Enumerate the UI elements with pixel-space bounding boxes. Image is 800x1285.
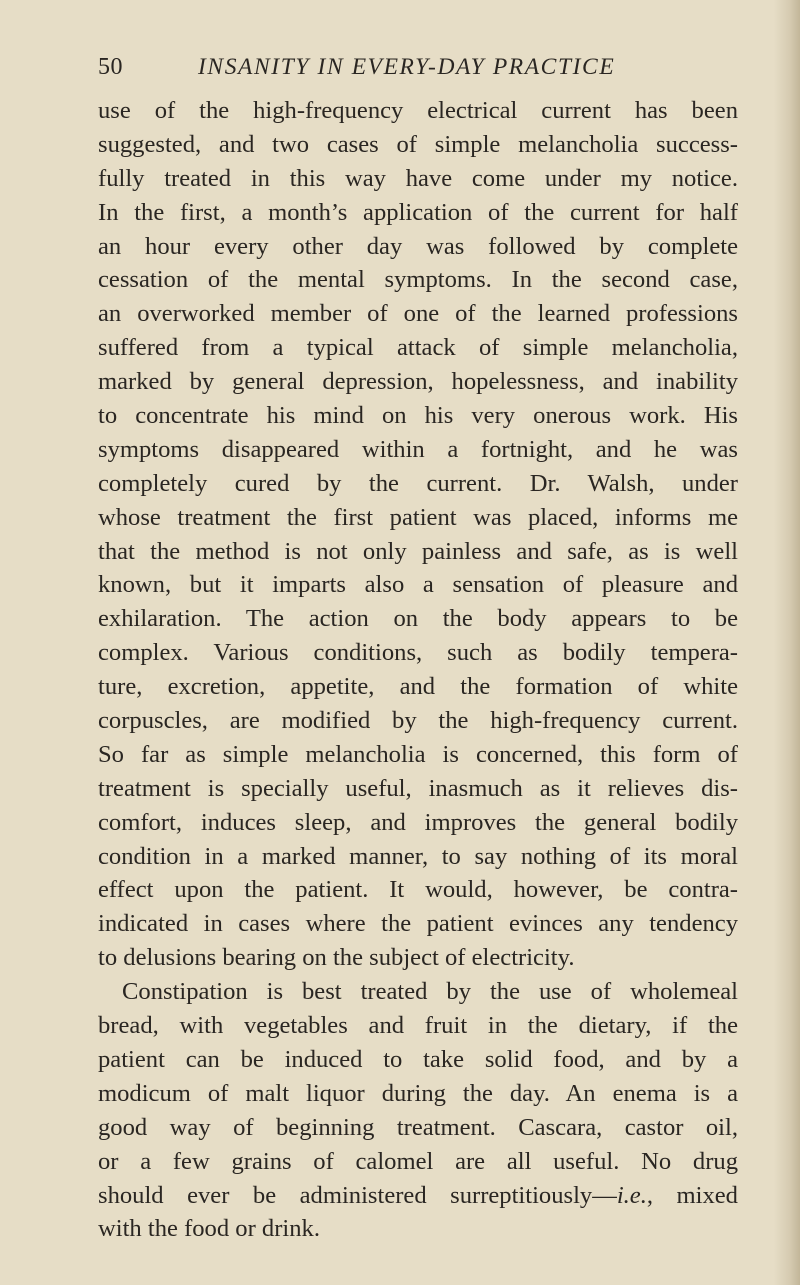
text-line: corpuscles, are modified by the high-frequency current. (98, 707, 738, 735)
paragraph-start-line: Constipation is best treated by the use of wholemeal (122, 978, 738, 1006)
page-number: 50 (98, 54, 123, 80)
text-segment: should ever be administered surreptitiously— (98, 1181, 617, 1209)
text-line: with the food or drink. (98, 1215, 320, 1243)
text-line: symptoms disappeared within a fortnight, and he was (98, 435, 738, 463)
text-line: whose treatment the first patient was placed, informs me (98, 503, 738, 531)
text-line: known, but it imparts also a sensation of pleasure and (98, 571, 738, 599)
text-line: that the method is not only painless and safe, as is well (98, 537, 738, 565)
text-line: marked by general depression, hopelessness, and inability (98, 368, 738, 396)
text-line: an overworked member of one of the learned professions (98, 300, 738, 328)
text-line (98, 1179, 738, 1213)
text-line: modicum of malt liquor during the day. An enema is a (98, 1079, 738, 1107)
text-segment: , mixed (646, 1181, 738, 1209)
text-line: patient can be induced to take solid food, and by a (98, 1045, 738, 1073)
text-line: indicated in cases where the patient evinces any tendency (98, 910, 738, 938)
text-line: bread, with vegetables and fruit in the dietary, if the (98, 1012, 738, 1040)
text-line: cessation of the mental symptoms. In the second case, (98, 266, 738, 294)
text-line: or a few grains of calomel are all useful. No drug (98, 1147, 738, 1175)
text-line: ture, excretion, appetite, and the formation of white (98, 673, 738, 701)
body-text (98, 94, 738, 1246)
text-line: good way of beginning treatment. Cascara, castor oil, (98, 1113, 738, 1141)
text-line: fully treated in this way have come under my notice. (98, 164, 738, 192)
page-edge-shadow (774, 0, 800, 1285)
text-line: treatment is specially useful, inasmuch as it relieves dis- (98, 774, 738, 802)
text-line: use of the high-frequency electrical current has been (98, 97, 738, 124)
text-line: to concentrate his mind on his very onerous work. His (98, 402, 738, 430)
text-line: effect upon the patient. It would, however, be contra- (98, 876, 738, 904)
text-line: an hour every other day was followed by complete (98, 232, 738, 260)
text-line: condition in a marked manner, to say nothing of its moral (98, 842, 738, 870)
page-header (98, 54, 738, 86)
text-line: In the first, a month’s application of the current for half (98, 198, 738, 226)
text-line: complex. Various conditions, such as bodily tempera- (98, 639, 738, 667)
text-line: completely cured by the current. Dr. Walsh, under (98, 469, 738, 497)
text-line: suggested, and two cases of simple melancholia success- (98, 130, 738, 158)
text-line: exhilaration. The action on the body appears to be (98, 605, 738, 633)
text-line: comfort, induces sleep, and improves the general bodily (98, 808, 738, 836)
text-line: suffered from a typical attack of simple melancholia, (98, 334, 738, 362)
italic-abbreviation: i.e. (616, 1181, 647, 1209)
text-line: to delusions bearing on the subject of electricity. (98, 944, 575, 972)
text-line: So far as simple melancholia is concerned, this form of (98, 740, 738, 768)
running-title: INSANITY IN EVERY-DAY PRACTICE (198, 54, 616, 80)
